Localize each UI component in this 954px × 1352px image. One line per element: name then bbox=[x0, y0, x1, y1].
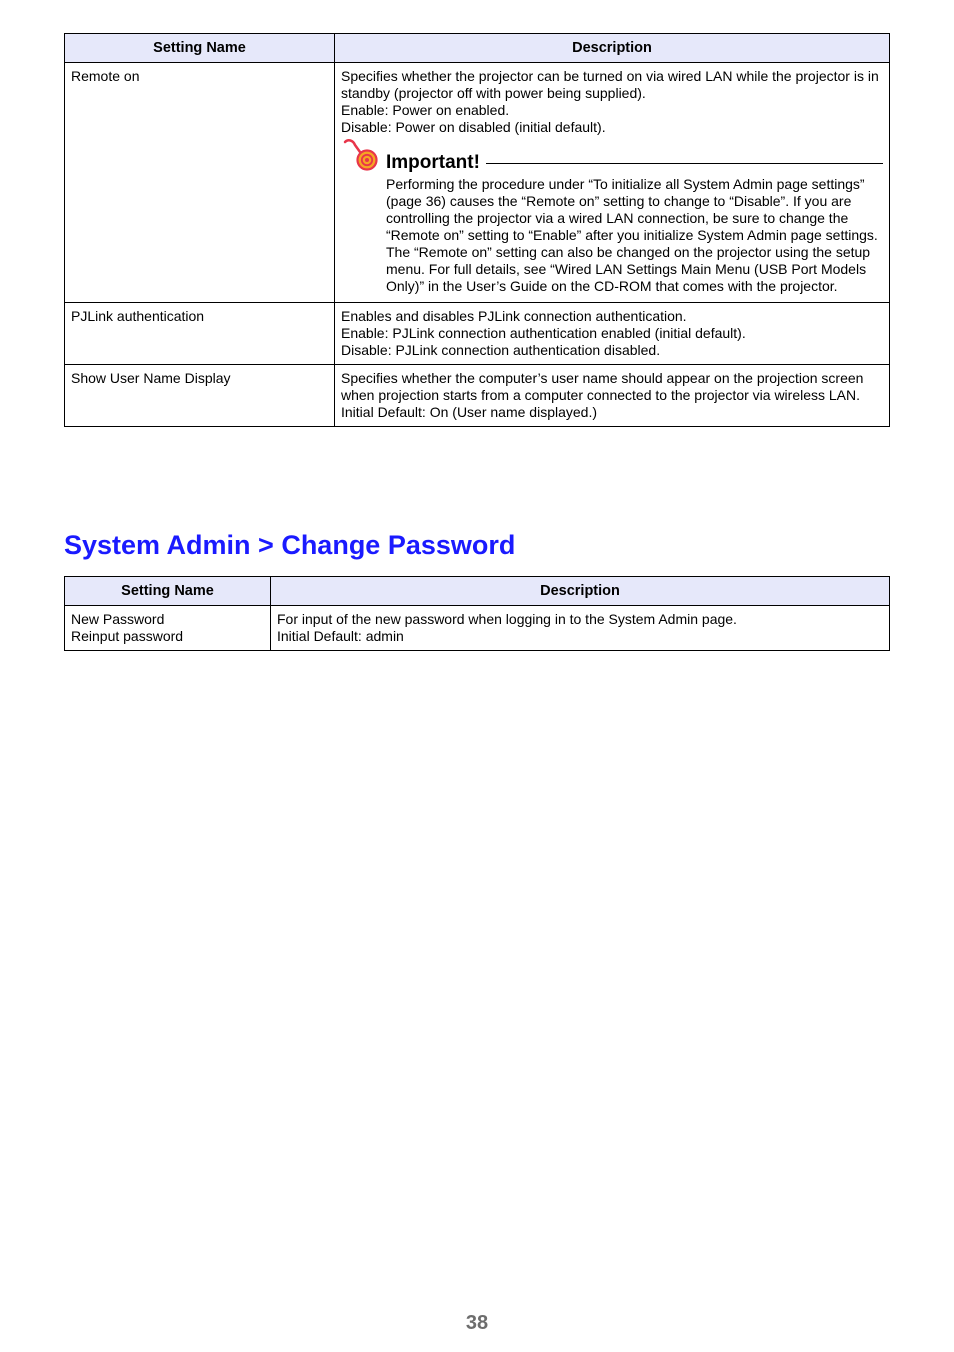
table-header-row bbox=[65, 34, 890, 63]
table-row bbox=[65, 63, 890, 303]
setting-name-cell bbox=[65, 365, 335, 427]
section-heading-change-password: System Admin > Change Password bbox=[64, 530, 516, 560]
description-text: For input of the new password when logging in to the System Admin page. Initial Default: admin bbox=[277, 611, 737, 644]
description-cell bbox=[335, 63, 890, 303]
table-header-row bbox=[65, 577, 890, 606]
column-header-setting-name: Setting Name bbox=[65, 34, 335, 63]
important-header bbox=[386, 150, 883, 174]
important-text: Performing the procedure under “To initialize all System Admin page settings” (page 36) causes the “Remote on” setting to change to “Disable”. If you are controlling the projector via a wired LAN connection, be sure to change the “Remote on” setting to “Enable” after you initialize System Admin page settings. The “Remote on” setting can also be changed on the projector using the setup menu. For full details, see “Wired LAN Settings Main Menu (USB Port Models Only)” in the User’s Guide on the CD-ROM that comes with the projector. bbox=[386, 176, 878, 294]
setting-name-show-user-name-display: Show User Name Display bbox=[71, 370, 231, 386]
important-divider bbox=[486, 163, 883, 164]
page-number: 38 bbox=[465, 1312, 489, 1334]
settings-table-system-admin bbox=[64, 33, 890, 427]
table-row bbox=[65, 606, 890, 651]
settings-table-change-password bbox=[64, 576, 890, 651]
column-header-description: Description bbox=[271, 577, 890, 606]
description-cell bbox=[335, 365, 890, 427]
table-row bbox=[65, 303, 890, 365]
description-cell bbox=[335, 303, 890, 365]
description-text: Specifies whether the projector can be turned on via wired LAN while the projector is in standby (projector off with power being supplied). Enable: Power on enabled. Disable: Power on disabled (initial default). bbox=[341, 68, 879, 135]
setting-name-cell bbox=[65, 303, 335, 365]
pin-icon bbox=[341, 136, 383, 178]
description-cell bbox=[271, 606, 890, 651]
table-row bbox=[65, 365, 890, 427]
setting-name-cell bbox=[65, 606, 271, 651]
important-title: Important! bbox=[386, 151, 480, 173]
column-header-description: Description bbox=[335, 34, 890, 63]
setting-name-pjlink-authentication: PJLink authentication bbox=[71, 308, 205, 324]
description-text: Enables and disables PJLink connection authentication. Enable: PJLink connection authentication enabled (initial default). Disable: PJLink connection authentication disabled. bbox=[341, 308, 746, 358]
setting-name-cell bbox=[65, 63, 335, 303]
setting-name-remote-on: Remote on bbox=[71, 68, 140, 84]
setting-name-new-password: New Password Reinput password bbox=[71, 611, 184, 644]
important-note bbox=[341, 150, 883, 297]
description-text: Specifies whether the computer’s user name should appear on the projection screen when projection starts from a computer connected to the projector via wireless LAN. Initial Default: On (User name displayed.) bbox=[341, 370, 864, 420]
column-header-setting-name: Setting Name bbox=[65, 577, 271, 606]
